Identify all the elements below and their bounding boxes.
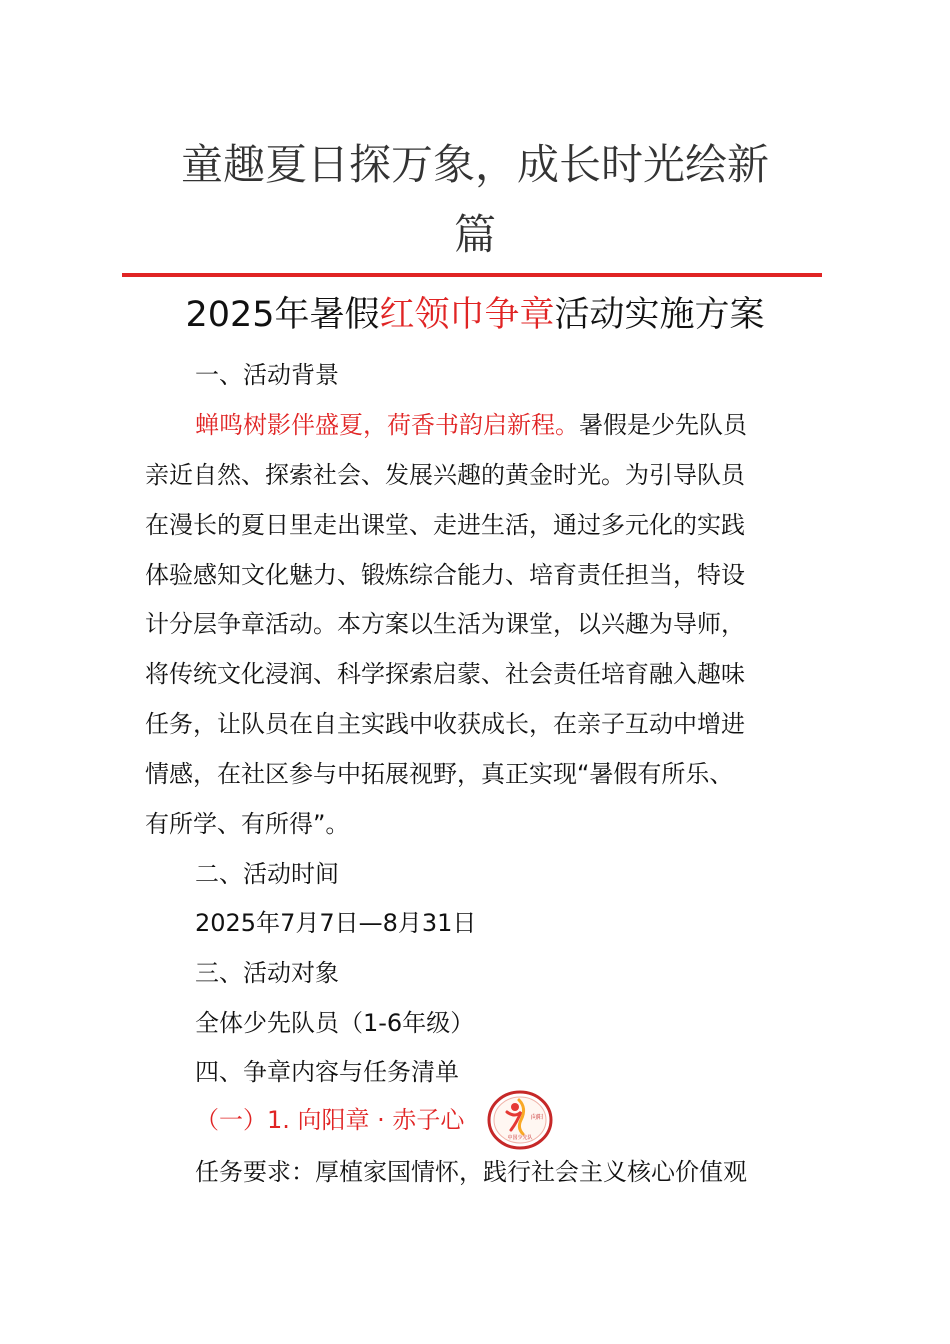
title-line-1: 童趣夏日探万象，成长时光绘新 — [180, 140, 769, 189]
badge-item-row — [195, 1090, 595, 1150]
section-1-first-line — [195, 407, 747, 443]
badge-text-bottom: 中国少先队 — [507, 1135, 533, 1141]
paragraph-line: 计分层争章活动。本方案以生活为课堂，以兴趣为导师， — [145, 610, 745, 638]
paragraph-line: 任务，让队员在自主实践中收获成长，在亲子互动中增进 — [145, 710, 745, 738]
young-pioneers-badge-icon — [487, 1090, 553, 1150]
subtitle-year: 2025年暑假 — [185, 295, 380, 335]
section-2-dates: 2025年7月7日—8月31日 — [195, 909, 477, 937]
badge-text-top: 向阳 — [531, 1114, 544, 1121]
section-1-lead-sentence: 蝉鸣树影伴盛夏，荷香书韵启新程。 — [195, 411, 579, 439]
section-4-heading: 四、争章内容与任务清单 — [195, 1058, 459, 1086]
red-divider-rule — [122, 273, 822, 277]
title-line-2: 篇 — [453, 210, 496, 259]
paragraph-line: 亲近自然、探索社会、发展兴趣的黄金时光。为引导队员 — [145, 461, 745, 489]
subtitle-rest: 活动实施方案 — [554, 295, 765, 335]
paragraph-line: 将传统文化浸润、科学探索启蒙、社会责任培育融入趣味 — [145, 660, 745, 688]
document-subtitle — [122, 287, 828, 343]
paragraph-line: 在漫长的夏日里走出课堂、走进生活，通过多元化的实践 — [145, 511, 745, 539]
section-3-heading: 三、活动对象 — [195, 959, 339, 987]
section-1-heading: 一、活动背景 — [195, 361, 339, 389]
section-1-first-line-rest: 暑假是少先队员 — [579, 411, 747, 439]
paragraph-line: 情感，在社区参与中拓展视野，真正实现“暑假有所乐、 — [145, 760, 734, 788]
badge-item-label: （一）1. 向阳章 · 赤子心 — [195, 1106, 465, 1134]
paragraph-line: 体验感知文化魅力、锻炼综合能力、培育责任担当，特设 — [145, 561, 745, 589]
section-4-requirement: 任务要求：厚植家国情怀，践行社会主义核心价值观 — [195, 1158, 747, 1186]
section-3-target: 全体少先队员（1-6年级） — [195, 1009, 475, 1037]
paragraph-line: 有所学、有所得”。 — [145, 810, 350, 838]
subtitle-highlight: 红领巾争章 — [379, 295, 555, 335]
section-2-heading: 二、活动时间 — [195, 860, 339, 888]
